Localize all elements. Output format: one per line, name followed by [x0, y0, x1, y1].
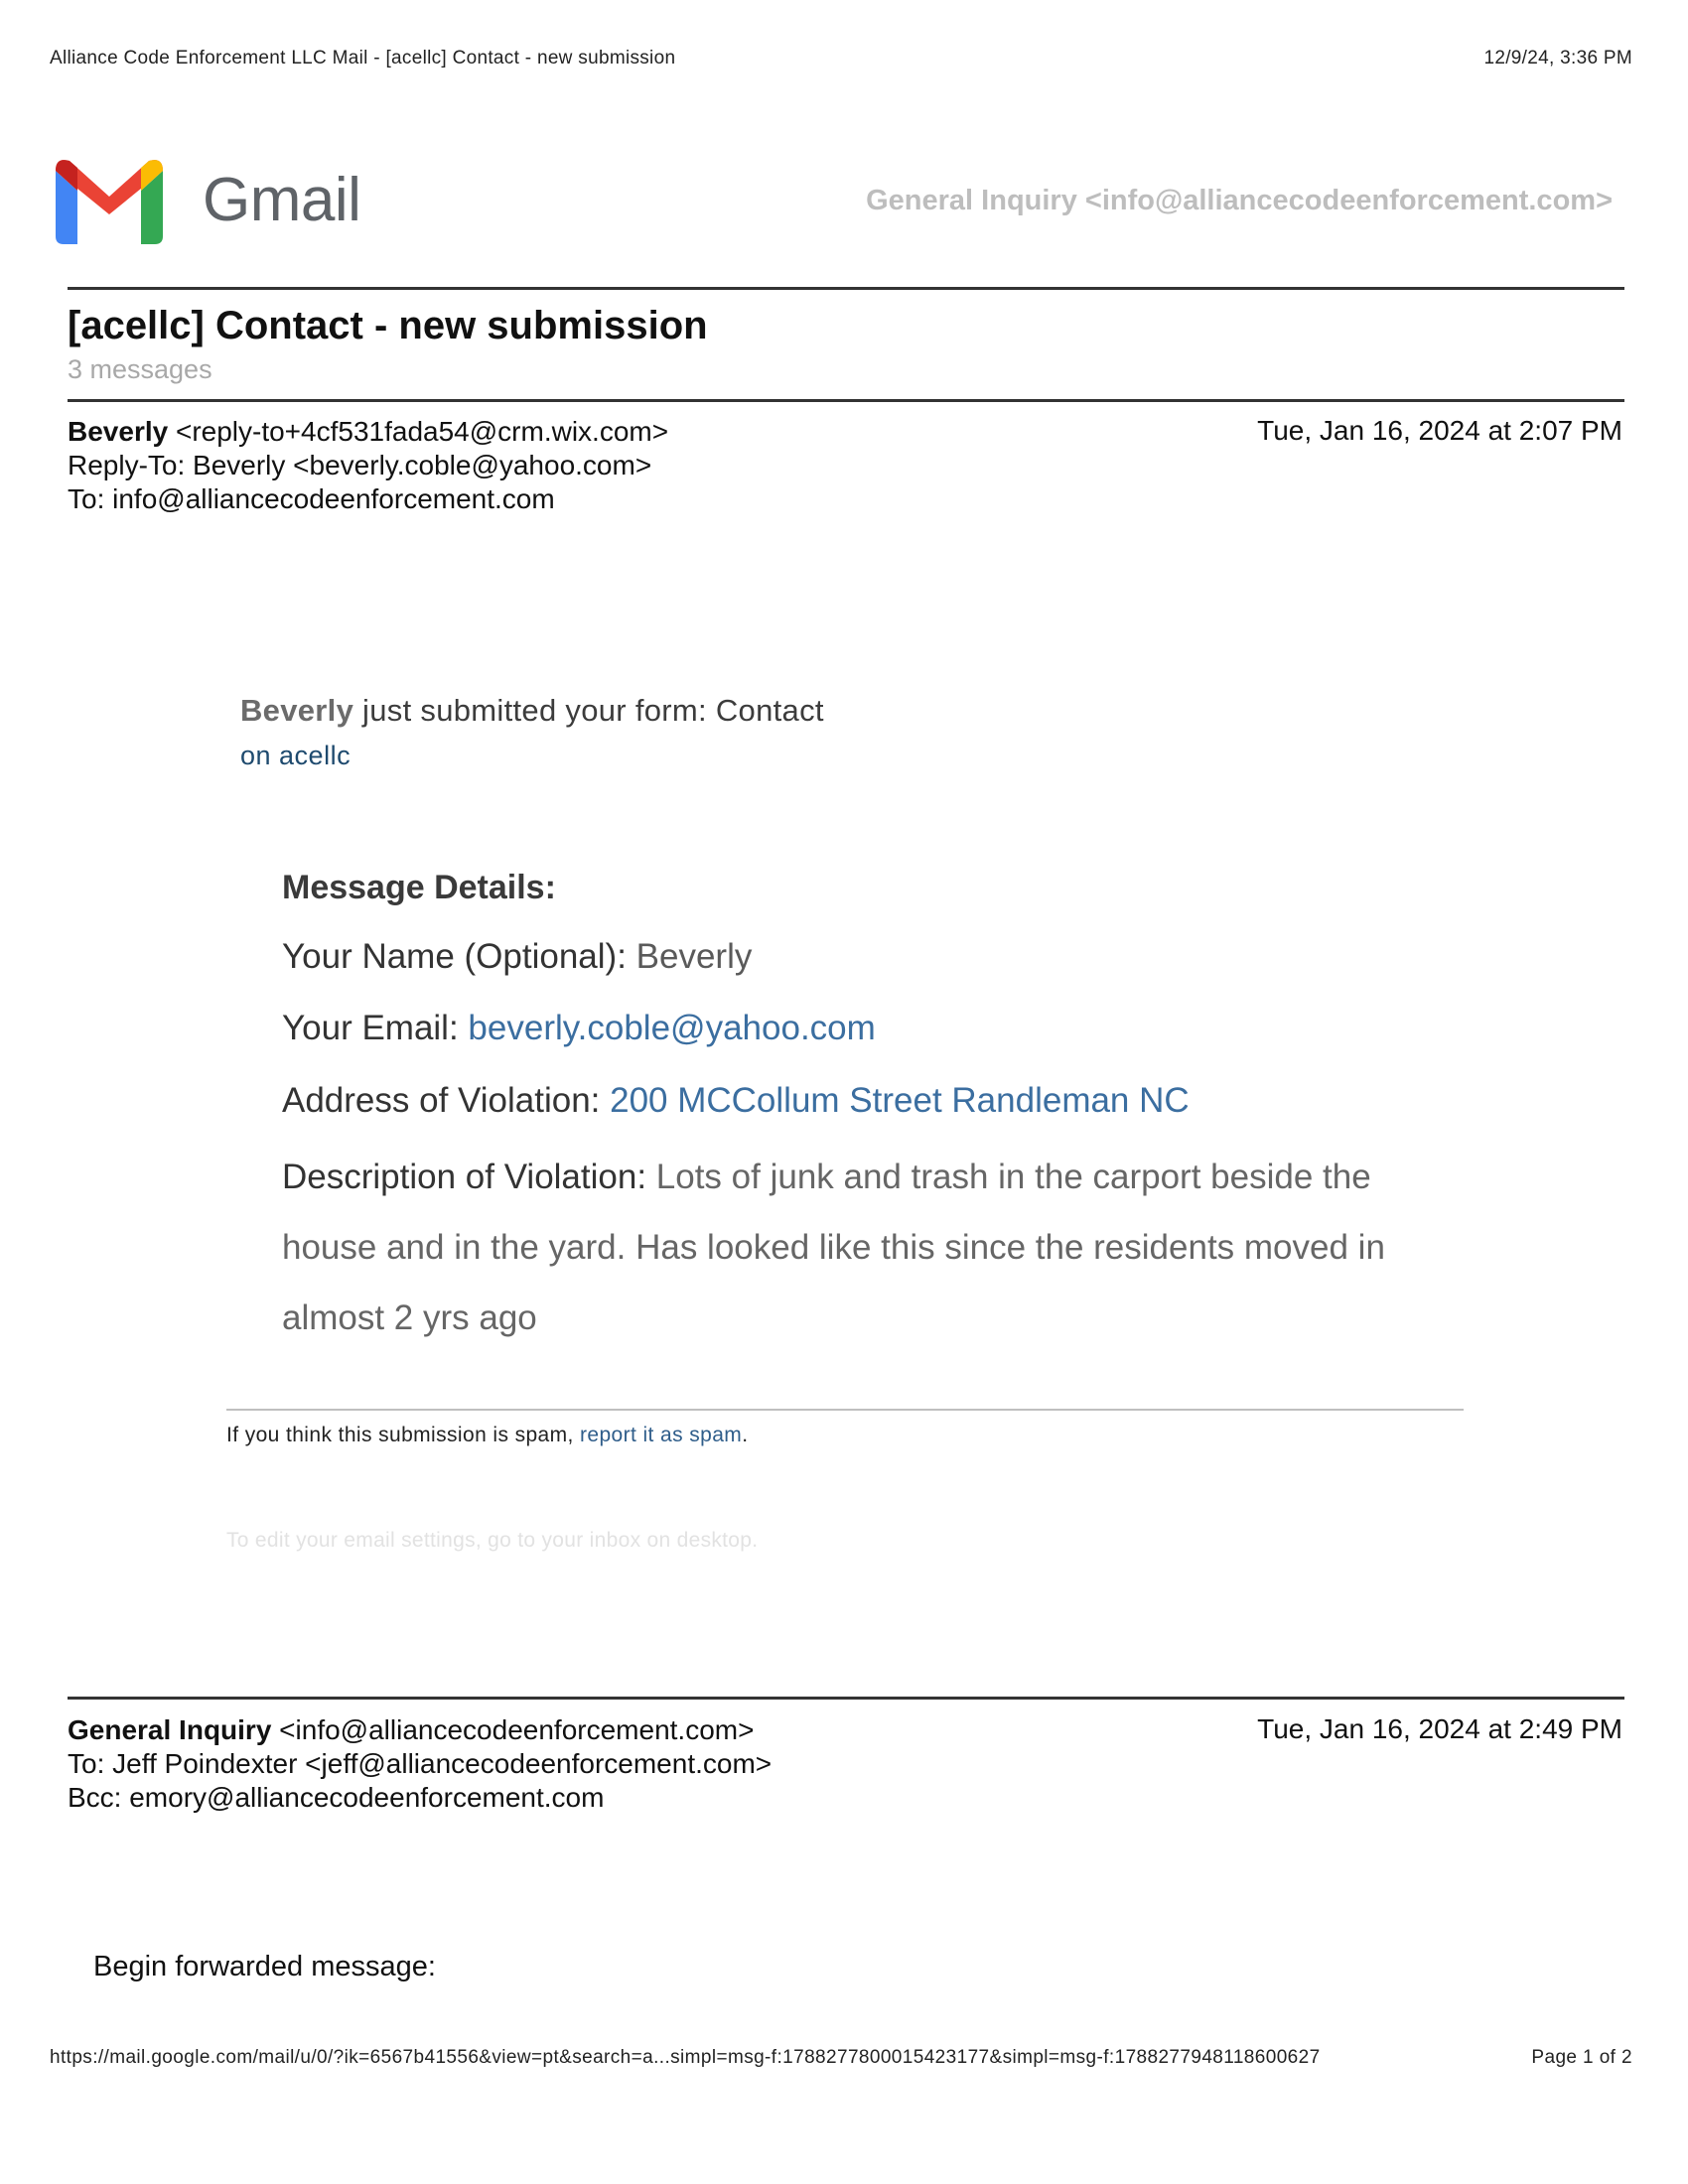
message-2-header — [68, 1713, 772, 1815]
field-label: Your Email: — [282, 1009, 469, 1047]
message-details-heading: Message Details: — [282, 869, 556, 906]
field-label: Description of Violation: — [282, 1158, 656, 1196]
page-number: Page 1 of 2 — [1531, 2047, 1632, 2068]
email-settings-note: To edit your email settings, go to your inbox on desktop. — [226, 1529, 759, 1552]
submitter-name: Beverly — [240, 693, 354, 728]
print-page-title: Alliance Code Enforcement LLC Mail - [acellc] Contact - new submission — [50, 48, 676, 68]
message-2-date: Tue, Jan 16, 2024 at 2:49 PM — [1257, 1713, 1622, 1744]
gmail-wordmark: Gmail — [203, 166, 361, 234]
sender-address: <reply-to+4cf531fada54@crm.wix.com> — [168, 416, 669, 447]
message-1-to: To: info@alliancecodeenforcement.com — [68, 483, 555, 514]
sender-name: Beverly — [68, 416, 169, 447]
field-value: Beverly — [635, 937, 753, 976]
account-label: General Inquiry <info@alliancecodeenforcement.com> — [866, 185, 1613, 216]
forwarded-message-label: Begin forwarded message: — [93, 1951, 436, 1982]
message-count: 3 messages — [68, 354, 212, 384]
field-label: Address of Violation: — [282, 1081, 611, 1120]
print-timestamp: 12/9/24, 3:36 PM — [1483, 48, 1632, 68]
spam-end: . — [742, 1424, 749, 1446]
thread-subject: [acellc] Contact - new submission — [68, 304, 708, 347]
print-url: https://mail.google.com/mail/u/0/?ik=6567b41556&view=pt&search=a...simpl=msg-f:1788277800015423177&simpl=msg-f:1788277948118600627 — [50, 2047, 1321, 2068]
report-spam-link[interactable]: report it as spam — [580, 1424, 743, 1446]
field-address — [282, 1065, 1190, 1137]
message-2-from — [68, 1713, 772, 1747]
field-description — [282, 1142, 1424, 1353]
field-email — [282, 993, 876, 1064]
submission-notice — [240, 693, 824, 729]
sender-name: General Inquiry — [68, 1714, 272, 1745]
address-link[interactable]: 200 MCCollum Street Randleman NC — [610, 1081, 1190, 1120]
divider — [68, 287, 1624, 290]
mail-header — [56, 149, 1632, 248]
message-1-reply-to: Reply-To: Beverly <beverly.coble@yahoo.com> — [68, 450, 652, 480]
field-label: Your Name (Optional): — [282, 937, 636, 976]
divider — [68, 1697, 1624, 1700]
gmail-logo-icon — [56, 157, 163, 244]
divider — [68, 399, 1624, 402]
field-value: Lots of junk and trash in the carport beside the house and in the yard. Has looked like this since the residents moved in almost 2 yrs ago — [282, 1158, 1385, 1337]
spam-text: If you think this submission is spam, — [226, 1424, 580, 1446]
sender-address: <info@alliancecodeenforcement.com> — [271, 1714, 755, 1745]
message-1-from — [68, 415, 668, 449]
divider — [226, 1409, 1464, 1411]
field-name — [282, 921, 752, 993]
submission-text: just submitted your form: Contact — [353, 693, 824, 728]
email-link[interactable]: beverly.coble@yahoo.com — [468, 1009, 876, 1047]
message-1-header — [68, 415, 668, 516]
message-2-bcc: Bcc: emory@alliancecodeenforcement.com — [68, 1782, 605, 1813]
site-name[interactable]: on acellc — [240, 741, 352, 770]
message-2-to: To: Jeff Poindexter <jeff@alliancecodeenforcement.com> — [68, 1748, 773, 1779]
message-1-date: Tue, Jan 16, 2024 at 2:07 PM — [1257, 415, 1622, 446]
spam-notice — [226, 1424, 748, 1447]
